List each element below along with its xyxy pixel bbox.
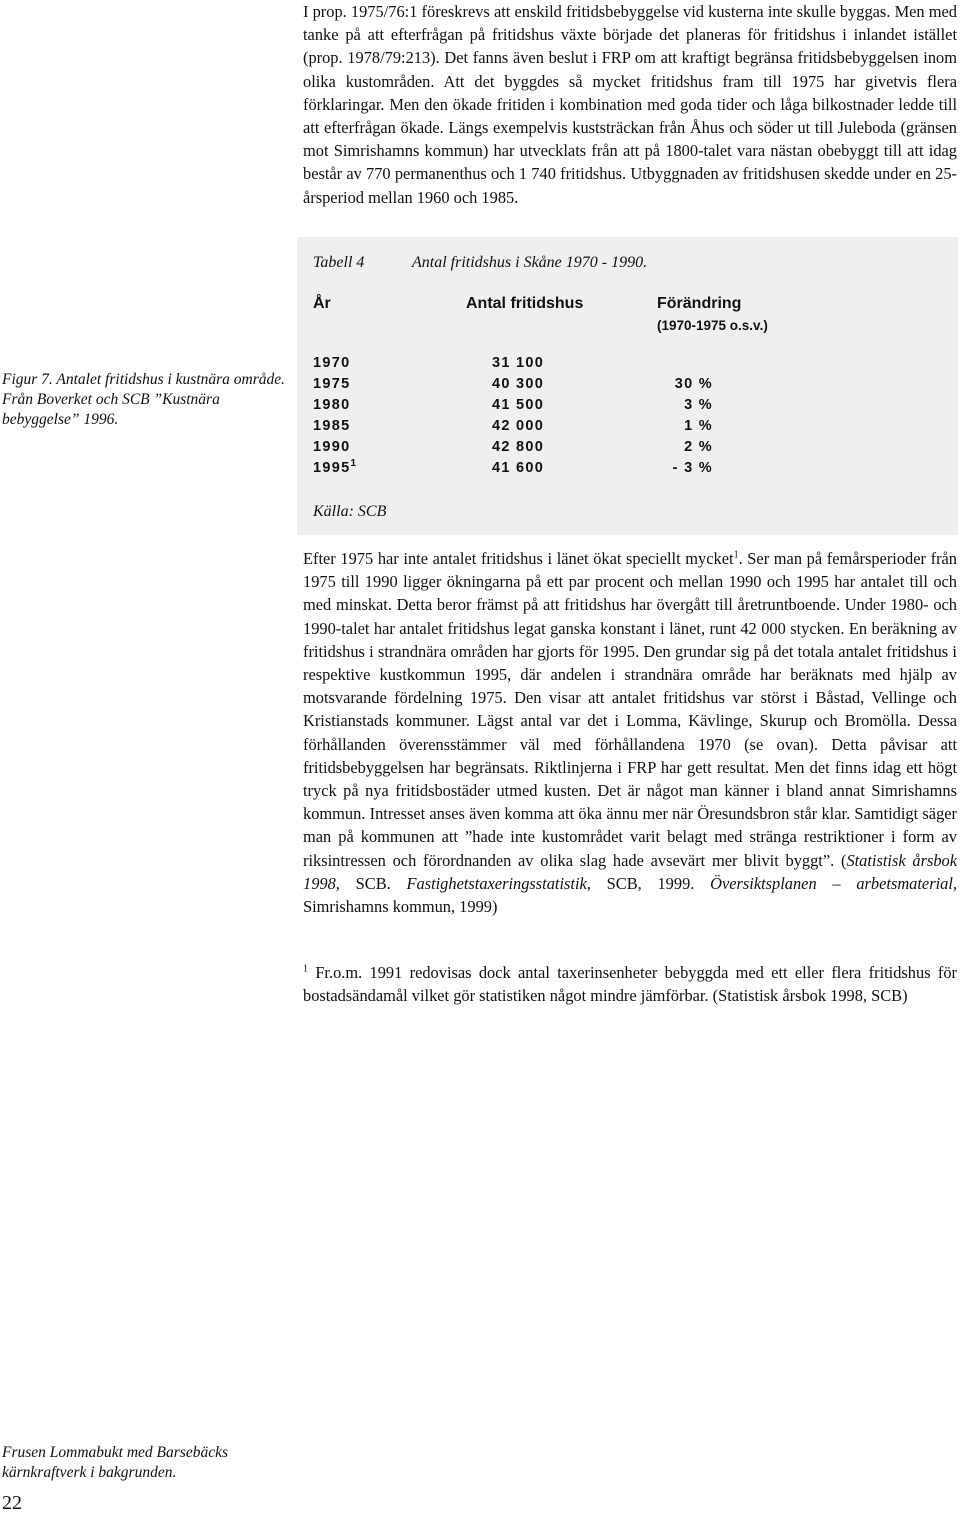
text-run: I prop. 1975/76:1 föreskrevs att enskild fritidsbebyggelse vid kusterna inte skulle byggas. Men med tanke på att efterfrågan på fritidshus växte började det planeras för fritidshus i inlandet istället (prop. 1978/79:213). Det fanns även beslut i FRP om att kraftigt begränsa fritidsbebyggelsen inom olika kustområden. Att det byggdes så mycket fritidshus fram till 1975 har givetvis flera förklaringar. Men den ökade fritiden i kombination med goda tider och låga bilkostnader ledde till att efterfrågan ökade. Längs exempelvis kuststräckan från Åhus och söder ut till Juleboda (gränsen mot Simrishamns kommun) har utvecklats från att på 1800-talet vara nästan obebyggt till att idag består av 770 permanenthus och 1 740 fritidshus. Utbyggnaden av fritidshusen skedde under en 25-årsperiod mellan 1960 och 1985. (303, 2, 957, 207)
italic-citation: Översiktsplanen – arbetsmaterial (710, 873, 953, 893)
body-paragraph (303, 547, 957, 918)
cell-year: 1980 (313, 397, 351, 413)
page-number: 22 (2, 1492, 22, 1514)
italic-citation: Fastighetstaxeringsstatistik (406, 873, 587, 893)
cell-count: 40 300 (492, 376, 545, 392)
cell-year: 1990 (313, 439, 351, 455)
text-run: Efter 1975 har inte antalet fritidshus i länet ökat speciellt mycket (303, 549, 734, 568)
text-run: Fr.o.m. 1991 redovisas dock antal taxerinsenheter bebyggda med ett eller flera fritidshus för bostadsändamål vilket gör statistiken något mindre jämförbar. (Statistisk årsbok 1998, SCB) (303, 963, 957, 1006)
text-run: , SCB. (335, 873, 407, 893)
text-run: . Ser man på femårsperioder från 1975 till 1990 ligger ökningarna på ett par procent och mellan 1990 och 1995 har antalet till och med minskat. Detta beror främst på att fritidshus har övergått till åretruntboende. Under 1980- och 1990-talet har antalet fritidshus legat ganska konstant i länet, runt 42 000 stycken. En beräkning av fritidshus i strandnära områden har gjorts för 1995. Den grundar sig på det totala antalet fritidshus i respektive kustkommun 1995, där andelen i strandnära område har beräknats med hjälp av motsvarande fördelning 1975. Den visar att antalet fritidshus var störst i Båstad, Vellinge och Kristianstads kommuner. Lägst antal var det i Lomma, Kävlinge, Skurup och Bromölla. Dessa förhållanden överensstämmer väl med förhållandena 1970 (se ovan). Detta påvisar att fritidsbebyggelsen har begränsats. Riktlinjerna i FRP har gett resultat. Men det finns idag ett högt tryck på nya fritidsbostäder utmed kusten. Det är något man känner i bland annat Simrishamns kommun. Intresset anses även komma att öka ännu mer när Öresundsbron står klar. Samtidigt säger man på kommunen att ”hade inte kustområdet varit belagt med stränga restriktioner i form av riksintressen och förordnanden av olika slag hade avsevärt mer blivit byggt”. ( (303, 549, 957, 870)
figure-caption: Figur 7. Antalet fritidshus i kustnära område. Från Boverket och SCB ”Kustnära bebyggelse” 1996. (2, 371, 286, 428)
table-panel (297, 237, 958, 535)
header-count: Antal fritidshus (466, 295, 584, 312)
header-change: Förändring (657, 295, 742, 312)
italic-citation: Statistisk årsbok 1998 (303, 850, 957, 893)
cell-count: 42 000 (492, 418, 545, 434)
cell-year: 1970 (313, 355, 351, 371)
cell-change: 30 % (674, 376, 713, 392)
cell-year: 1975 (313, 376, 351, 392)
text-run: , SCB, 1999. (586, 873, 711, 893)
cell-year: 1995$^1$ (313, 458, 358, 476)
table-label: Tabell 4 (313, 254, 365, 271)
cell-year: 1985 (313, 418, 351, 434)
intro-paragraph (303, 0, 957, 209)
cell-change: 1 % (684, 418, 713, 434)
text-run: , Simrishamns kommun, 1999) (303, 873, 957, 917)
cell-count: 42 800 (492, 439, 545, 455)
photo-caption: Frusen Lommabukt med Barsebäcks kärnkraftverk i bakgrunden. (2, 1444, 229, 1481)
footnote (303, 961, 957, 1007)
header-change-sub: (1970-1975 o.s.v.) (657, 318, 768, 333)
footnote-ref: 1 (733, 549, 739, 561)
footnote-ref: 1 (350, 458, 358, 470)
cell-count: 31 100 (492, 355, 545, 371)
table-source: Källa: SCB (313, 503, 387, 520)
cell-change: 3 % (684, 397, 713, 413)
cell-change: - 3 % (672, 460, 713, 476)
footnote-ref: 1 (303, 963, 308, 975)
table-title: Antal fritidshus i Skåne 1970 - 1990. (412, 254, 648, 271)
cell-count: 41 500 (492, 397, 545, 413)
cell-change: 2 % (684, 439, 713, 455)
cell-count: 41 600 (492, 460, 545, 476)
header-year: År (313, 295, 331, 312)
